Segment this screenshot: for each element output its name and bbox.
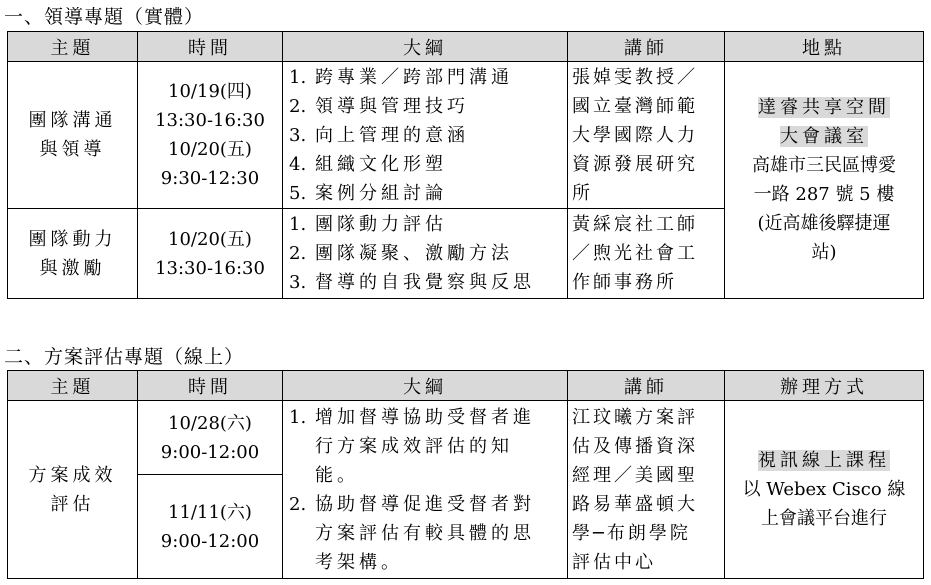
list-item — [283, 210, 567, 239]
lecturer-line: ／煦光社會工 — [572, 243, 698, 264]
topic-cell — [8, 62, 138, 209]
header-location: 地點 — [725, 32, 924, 62]
item-number: 1. — [289, 66, 307, 88]
item-text: 跨專業／跨部門溝通 — [315, 66, 513, 88]
time-line: 10/20(五) — [168, 139, 252, 160]
item-number: 2. — [289, 95, 307, 117]
item-number: 2. — [289, 493, 307, 515]
lecturer-line: 江玟曦方案評 — [572, 406, 698, 428]
time-line: 9:30-12:30 — [160, 168, 260, 189]
item-text: 組織文化形塑 — [315, 153, 447, 175]
lecturer-line: 經理／美國聖 — [572, 464, 698, 486]
address-line: 站) — [811, 242, 837, 263]
time-line: 13:30-16:30 — [155, 257, 265, 279]
item-text: 向上管理的意涵 — [315, 124, 469, 146]
time-line: 10/19(四) — [168, 81, 252, 102]
topic-line: 團隊溝通 — [28, 110, 117, 131]
list-item — [283, 92, 567, 121]
header-lecturer: 講師 — [568, 371, 725, 401]
address-line: 一路 287 號 5 樓 — [753, 184, 895, 205]
header-outline: 大綱 — [283, 371, 568, 401]
location-cell — [725, 62, 924, 299]
list-item — [283, 179, 567, 208]
time-cell — [138, 475, 283, 579]
topic-line: 評估 — [50, 493, 95, 515]
item-text: 案例分組討論 — [315, 182, 447, 204]
outline-cell — [283, 62, 568, 209]
header-lecturer: 講師 — [568, 32, 725, 62]
time-line: 9:00-12:00 — [160, 530, 260, 552]
topic-line: 與領導 — [39, 139, 106, 160]
list-item — [283, 63, 567, 92]
lecturer-line: 資源發展研究 — [572, 153, 698, 175]
time-cell — [138, 62, 283, 209]
lecturer-line: 黃綵宸社工師 — [572, 214, 698, 235]
item-number: 1. — [289, 214, 307, 235]
venue-room: 大會議室 — [780, 126, 868, 147]
topic-line: 與激勵 — [39, 257, 106, 279]
list-item — [283, 121, 567, 150]
list-item — [283, 268, 567, 297]
item-number: 4. — [289, 153, 307, 175]
lecturer-cell — [568, 62, 725, 209]
lecturer-line: 作師事務所 — [572, 272, 677, 293]
header-time: 時間 — [138, 371, 283, 401]
outline-cell — [283, 401, 568, 579]
lecturer-cell — [568, 209, 725, 299]
lecturer-line: 國立臺灣師範 — [572, 95, 698, 117]
method-line: 上會議平台進行 — [761, 508, 887, 529]
item-text: 團隊動力評估 — [315, 214, 447, 235]
lecturer-line: 張婥雯教授／ — [572, 66, 698, 88]
list-item — [283, 150, 567, 179]
item-number: 5. — [289, 182, 307, 204]
outline-cell — [283, 209, 568, 299]
item-text: 協助督導促進受督者對 方案評估有較具體的思 考架構。 — [315, 493, 535, 573]
item-text: 增加督導協助受督者進 行方案成效評估的知 能。 — [315, 406, 535, 486]
lecturer-line: 評估中心 — [572, 551, 656, 573]
header-outline: 大綱 — [283, 32, 568, 62]
lecturer-line: 學─布朗學院 — [572, 522, 691, 544]
item-number: 3. — [289, 272, 307, 293]
table-header-row — [8, 371, 924, 401]
header-time: 時間 — [138, 32, 283, 62]
lecturer-cell — [568, 401, 725, 579]
topic-cell — [8, 401, 138, 579]
item-text: 團隊凝聚、激勵方法 — [315, 243, 513, 264]
method-highlight: 視訊線上課程 — [758, 450, 890, 471]
section2-title: 二、方案評估專題（線上） — [4, 346, 245, 368]
time-line: 9:00-12:00 — [160, 441, 260, 463]
time-line: 10/28(六) — [168, 412, 252, 434]
time-line: 13:30-16:30 — [155, 110, 265, 131]
list-item — [283, 403, 567, 490]
item-number: 1. — [289, 406, 307, 428]
evaluation-table — [7, 370, 924, 579]
list-item — [283, 490, 567, 577]
header-topic: 主題 — [8, 32, 138, 62]
time-line: 11/11(六) — [168, 501, 252, 523]
table-row — [8, 401, 924, 475]
method-line: 以 Webex Cisco 線 — [742, 479, 906, 500]
method-cell — [725, 401, 924, 579]
lecturer-line: 路易華盛頓大 — [572, 493, 698, 515]
lecturer-line: 所 — [572, 182, 593, 204]
address-line: (近高雄後驛捷運 — [757, 213, 891, 234]
time-line: 10/20(五) — [168, 228, 252, 250]
item-number: 3. — [289, 124, 307, 146]
item-number: 2. — [289, 243, 307, 264]
topic-cell — [8, 209, 138, 299]
venue-name: 達睿共享空間 — [758, 97, 890, 118]
topic-line: 團隊動力 — [28, 228, 117, 250]
lecturer-line: 大學國際人力 — [572, 124, 698, 146]
lecturer-line: 估及傳播資深 — [572, 435, 698, 457]
header-topic: 主題 — [8, 371, 138, 401]
table-header-row — [8, 32, 924, 62]
time-cell — [138, 209, 283, 299]
item-text: 督導的自我覺察與反思 — [315, 272, 535, 293]
table-row — [8, 62, 924, 209]
time-cell — [138, 401, 283, 475]
leadership-table — [7, 31, 924, 299]
section1-title: 一、領導專題（實體） — [4, 6, 205, 28]
list-item — [283, 239, 567, 268]
topic-line: 方案成效 — [28, 464, 117, 486]
address-line: 高雄市三民區博愛 — [752, 155, 896, 176]
item-text: 領導與管理技巧 — [315, 95, 469, 117]
header-method: 辦理方式 — [725, 371, 924, 401]
